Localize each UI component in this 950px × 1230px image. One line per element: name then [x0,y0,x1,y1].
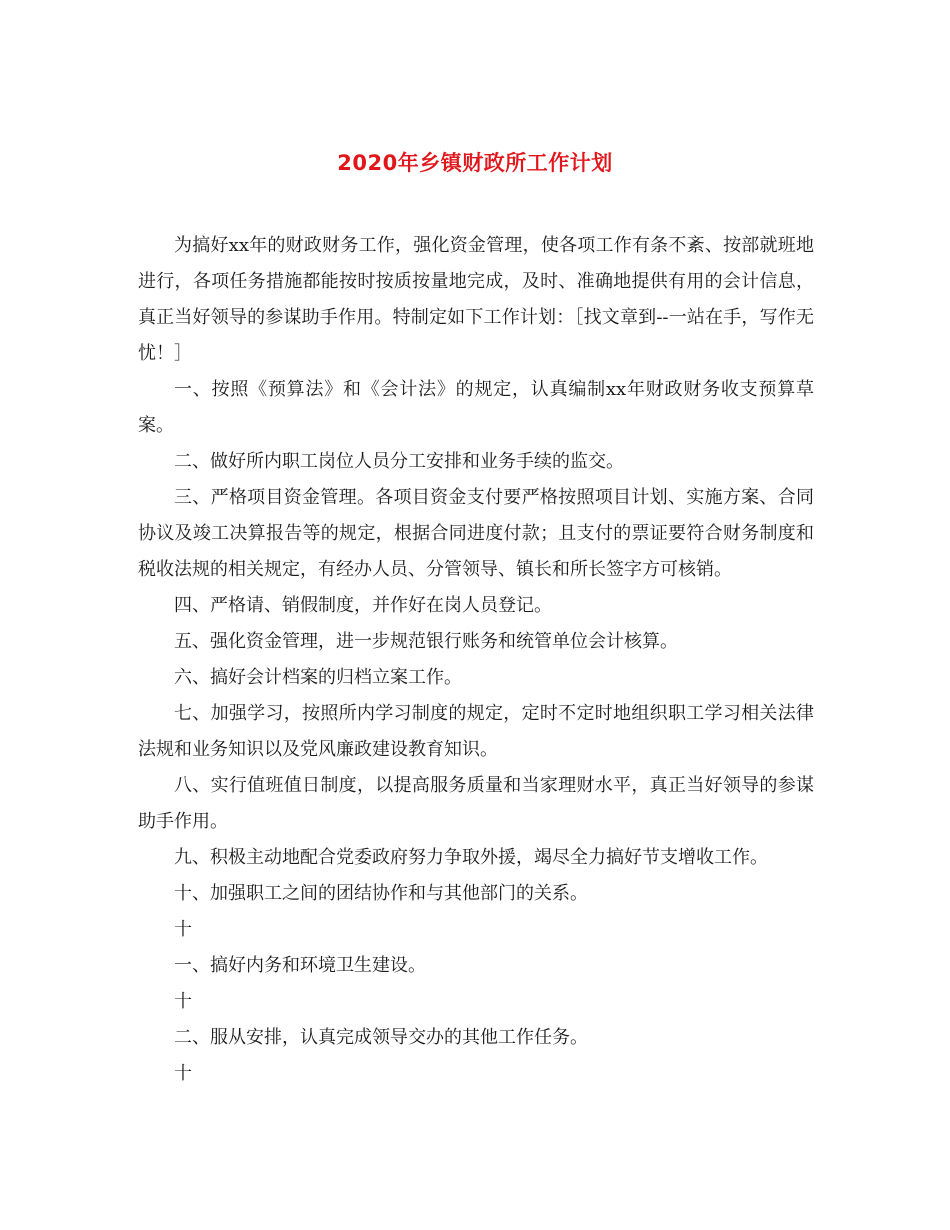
paragraph-item-2: 二、做好所内职工岗位人员分工安排和业务手续的监交。 [174,451,624,472]
paragraph-item-4: 四、严格请、销假制度，并作好在岗人员登记。 [174,595,552,616]
paragraph-item-3: 三、严格项目资金管理。各项目资金支付要严格按照项目计划、实施方案、合同协议及竣工决算报告等的规定，根据合同进度付款；且支付的票证要符合财务制度和税收法规的相关规定，有经办人员、分管领导、镇长和所长签字方可核销。 [138,487,814,580]
paragraph-item-5: 五、强化资金管理，进一步规范银行账务和统管单位会计核算。 [174,631,678,652]
paragraph-item-7: 七、加强学习，按照所内学习制度的规定，定时不定时地组织职工学习相关法律法规和业务知识以及党风廉政建设教育知识。 [138,703,814,760]
document-body [138,228,814,1092]
paragraph-numeral-13a: 十 [174,1063,192,1084]
document-title: 2020年乡镇财政所工作计划 [337,151,613,175]
paragraph-item-10: 十、加强职工之间的团结协作和与其他部门的关系。 [174,883,588,904]
paragraph-item-9: 九、积极主动地配合党委政府努力争取外援，竭尽全力搞好节支增收工作。 [174,847,768,868]
paragraph-numeral-12a: 十 [174,991,192,1012]
paragraph-item-1: 一、按照《预算法》和《会计法》的规定，认真编制xx年财政财务收支预算草案。 [138,379,814,436]
paragraph-item-6: 六、搞好会计档案的归档立案工作。 [174,667,462,688]
paragraph-item-11: 一、搞好内务和环境卫生建设。 [174,955,426,976]
paragraph-item-8: 八、实行值班值日制度，以提高服务质量和当家理财水平，真正当好领导的参谋助手作用。 [138,775,814,832]
paragraph-intro: 为搞好xx年的财政财务工作，强化资金管理，使各项工作有条不紊、按部就班地进行，各项任务措施都能按时按质按量地完成，及时、准确地提供有用的会计信息，真正当好领导的参谋助手作用。特制定如下工作计划：［找文章到--一站在手，写作无忧！］ [138,235,814,364]
paragraph-item-12: 二、服从安排，认真完成领导交办的其他工作任务。 [174,1027,588,1048]
paragraph-numeral-11a: 十 [174,919,192,940]
